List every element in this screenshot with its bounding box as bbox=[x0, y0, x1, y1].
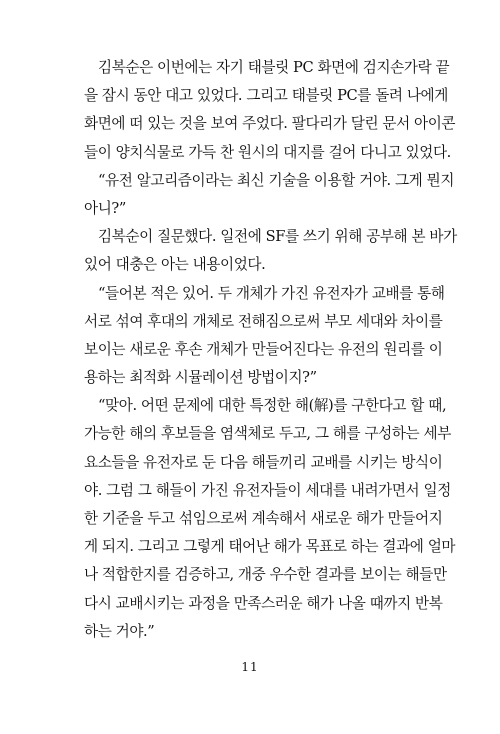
text-line: 보이는 새로운 후손 개체가 만들어진다는 유전의 원리를 이 bbox=[84, 340, 443, 358]
text-line: “들어본 적은 있어. 두 개체가 가진 유전자가 교배를 통해 bbox=[98, 284, 445, 302]
text-line: 다시 교배시키는 과정을 만족스러운 해가 나올 때까지 반복 bbox=[84, 594, 443, 612]
text-line: 김복순은 이번에는 자기 태블릿 PC 화면에 검지손가락 끝 bbox=[98, 59, 450, 76]
text-line: “유전 알고리즘이라는 최신 기술을 이용할 거야. 그게 뭔지 bbox=[98, 171, 455, 189]
text-line: 아니?” bbox=[84, 199, 126, 217]
text-line: 야. 그럼 그 해들이 가진 유전자들이 세대를 내려가면서 일정 bbox=[84, 481, 451, 499]
text-line: 서로 섞여 후대의 개체로 전해짐으로써 부모 세대와 차이를 bbox=[84, 312, 443, 330]
text-line: 김복순이 질문했다. 일전에 SF를 쓰기 위해 공부해 본 바가 bbox=[98, 228, 457, 246]
text-line: 을 잠시 동안 대고 있었다. 그리고 태블릿 PC를 돌려 나에게 bbox=[84, 87, 448, 105]
paragraph-4 bbox=[84, 280, 445, 393]
text-line: 한 기준을 두고 섞임으로써 계속해서 새로운 해가 만들어지 bbox=[84, 510, 443, 527]
text-line: 화면에 떠 있는 것을 보여 주었다. 팔다리가 달린 문서 아이콘 bbox=[84, 115, 456, 133]
paragraph-1 bbox=[84, 54, 456, 167]
paragraph-3 bbox=[84, 223, 457, 279]
text-line: 게 되지. 그리고 그렇게 태어난 해가 목표로 하는 결과에 얼마 bbox=[84, 538, 456, 556]
text-line: 가능한 해의 후보들을 염색체로 두고, 그 해를 구성하는 세부 bbox=[84, 425, 451, 443]
text-line: “맞아. 어떤 문제에 대한 특정한 해(解)를 구한다고 할 때, bbox=[98, 397, 447, 415]
page-number: 11 bbox=[241, 660, 259, 674]
paragraph-2 bbox=[84, 167, 455, 223]
body-text bbox=[84, 54, 457, 646]
text-line: 있어 대충은 아는 내용이었다. bbox=[84, 256, 266, 274]
text-line: 하는 거야.” bbox=[84, 622, 155, 640]
text-line: 요소들을 유전자로 둔 다음 해들끼리 교배를 시키는 방식이 bbox=[84, 453, 443, 471]
text-line: 용하는 최적화 시뮬레이션 방법이지?” bbox=[84, 369, 317, 387]
text-line: 나 적합한지를 검증하고, 개중 우수한 결과를 보이는 해들만 bbox=[84, 566, 447, 584]
paragraph-5 bbox=[84, 392, 456, 646]
text-line: 들이 양치식물로 가득 찬 원시의 대지를 걸어 다니고 있었다. bbox=[84, 143, 451, 161]
